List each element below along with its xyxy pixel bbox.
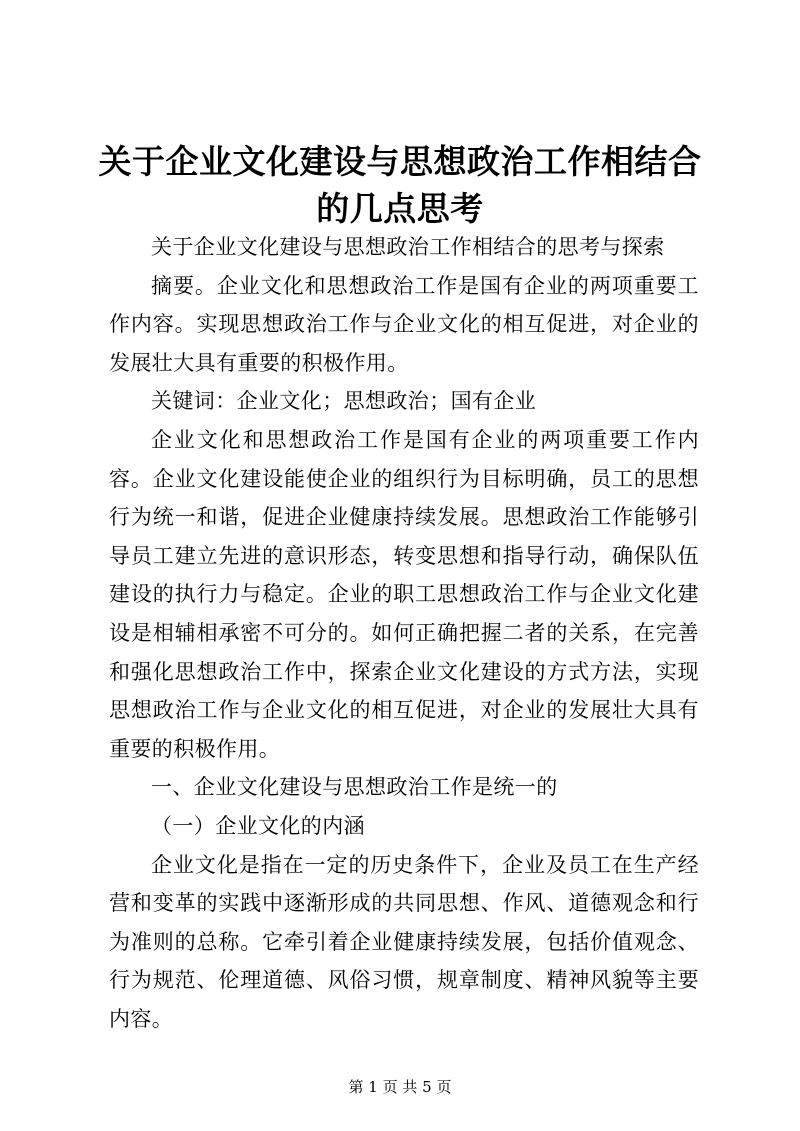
document-title: 关于企业文化建设与思想政治工作相结合的几点思考 <box>98 142 702 228</box>
subsection-heading-1: （一）企业文化的内涵 <box>151 813 365 838</box>
page-footer: 第 1 页 共 5 页 <box>348 1078 452 1096</box>
document-body <box>109 228 699 1038</box>
keywords-paragraph: 关键词：企业文化；思想政治；国有企业 <box>151 389 537 414</box>
content-paragraph: 企业文化是指在一定的历史条件下，企业及员工在生产经营和变革的实践中逐渐形成的共同思想、作风、道德观念和行为准则的总称。它牵引着企业健康持续发展，包括价值观念、行为规范、伦理道德、风俗习惯，规章制度、精神风貌等主要内容。 <box>109 852 699 1031</box>
subtitle-paragraph: 关于企业文化建设与思想政治工作相结合的思考与探索 <box>151 235 665 259</box>
abstract-paragraph: 摘要。企业文化和思想政治工作是国有企业的两项重要工作内容。实现思想政治工作与企业文化的相互促进，对企业的发展壮大具有重要的积极作用。 <box>109 273 699 375</box>
section-heading-1: 一、企业文化建设与思想政治工作是统一的 <box>151 775 558 800</box>
intro-paragraph: 企业文化和思想政治工作是国有企业的两项重要工作内容。企业文化建设能使企业的组织行为目标明确，员工的思想行为统一和谐，促进企业健康持续发展。思想政治工作能够引导员工建立先进的意识形态，转变思想和指导行动，确保队伍建设的执行力与稳定。企业的职工思想政治工作与企业文化建设是相辅相承密不可分的。如何正确把握二者的关系，在完善和强化思想政治工作中，探索企业文化建设的方式方法，实现思想政治工作与企业文化的相互促进，对企业的发展壮大具有重要的积极作用。 <box>109 427 699 761</box>
